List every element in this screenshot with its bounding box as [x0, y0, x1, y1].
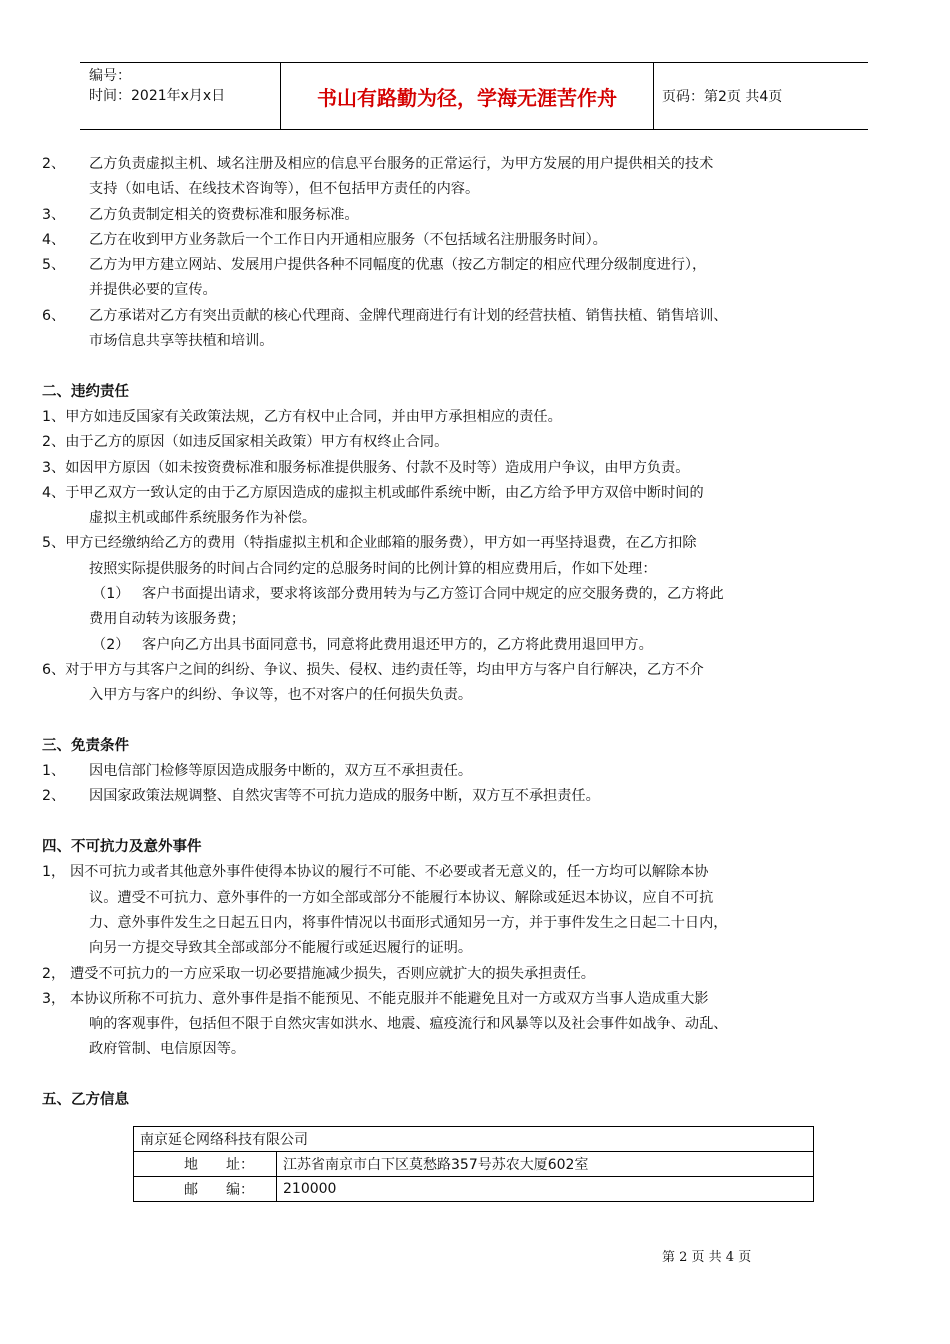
- list-item: 4、于甲乙双方一致认定的由于乙方原因造成的虚拟主机或邮件系统中断，由乙方给予甲方双倍中断时间的: [42, 484, 704, 501]
- list-item: 1、 因电信部门检修等原因造成服务中断的，双方互不承担责任。: [42, 763, 473, 780]
- list-item: 1， 因不可抗力或者其他意外事件使得本协议的履行不可能、不必要或者无意义的，任一方均可以解除本协: [42, 864, 709, 881]
- list-item-continuation: 市场信息共享等扶植和培训。: [89, 333, 274, 350]
- sub-item: （1） 客户书面提出请求，要求将该部分费用转为与乙方签订合同中规定的应交服务费的，乙方将此: [92, 586, 724, 603]
- list-item-continuation: 按照实际提供服务的时间占合同约定的总服务时间的比例计算的相应费用后，作如下处理：: [89, 560, 657, 577]
- list-item-continuation: 并提供必要的宣传。: [89, 282, 217, 299]
- list-item-continuation: 力、意外事件发生之日起五日内，将事件情况以书面形式通知另一方，并于事件发生之日起二十日内，: [89, 914, 728, 931]
- list-item-continuation: 向另一方提交导致其全部或部分不能履行或延迟履行的证明。: [89, 940, 473, 957]
- document-time: 时间：2021年x月x日: [89, 88, 226, 104]
- list-item-continuation: 支持（如电话、在线技术咨询等），但不包括甲方责任的内容。: [89, 181, 480, 198]
- document-body: [42, 152, 922, 1113]
- header-meta: [80, 63, 280, 129]
- postcode-label: 邮 编：: [134, 1177, 277, 1202]
- list-item: 4、 乙方在收到甲方业务款后一个工作日内开通相应服务（不包括域名注册服务时间）。: [42, 231, 607, 248]
- table-row: [134, 1177, 814, 1202]
- sub-item: （2） 客户向乙方出具书面同意书，同意将此费用退还甲方的，乙方将此费用退回甲方。: [92, 636, 653, 653]
- postcode-value: 210000: [277, 1177, 814, 1202]
- address-value: 江苏省南京市白下区莫愁路357号苏农大厦602室: [277, 1152, 814, 1177]
- header-motto: 书山有路勤为径，学海无涯苦作舟: [280, 63, 654, 129]
- list-item: 3、 乙方负责制定相关的资费标准和服务标准。: [42, 206, 359, 223]
- page-header: [80, 62, 868, 130]
- list-item-continuation: 入甲方与客户的纠纷、争议等，也不对客户的任何损失负责。: [89, 687, 473, 704]
- page-footer: 第 2 页 共 4 页: [662, 1250, 752, 1265]
- list-item: 2， 遭受不可抗力的一方应采取一切必要措施减少损失，否则应就扩大的损失承担责任。: [42, 965, 595, 982]
- list-item: 6、对于甲方与其客户之间的纠纷、争议、损失、侵权、违约责任等，均由甲方与客户自行解决，乙方不介: [42, 661, 704, 678]
- list-item: 6、 乙方承诺对乙方有突出贡献的核心代理商、金牌代理商进行有计划的经营扶植、销售扶植、销售培训、: [42, 307, 728, 324]
- list-item-continuation: 虚拟主机或邮件系统服务作为补偿。: [89, 510, 317, 527]
- address-label: 地 址：: [134, 1152, 277, 1177]
- list-item-continuation: 议。遭受不可抗力、意外事件的一方如全部或部分不能履行本协议、解除或延迟本协议，应自不可抗: [89, 889, 714, 906]
- section-heading: 五、乙方信息: [42, 1091, 129, 1108]
- list-item: 2、 因国家政策法规调整、自然灾害等不可抗力造成的服务中断，双方互不承担责任。: [42, 788, 600, 805]
- list-item: 5、甲方已经缴纳给乙方的费用（特指虚拟主机和企业邮箱的服务费），甲方如一再坚持退费，在乙方扣除: [42, 535, 697, 552]
- list-item: 3， 本协议所称不可抗力、意外事件是指不能预见、不能克服并不能避免且对一方或双方当事人造成重大影: [42, 990, 709, 1007]
- header-page-code: 页码：第2页 共4页: [662, 89, 783, 105]
- section-heading: 四、不可抗力及意外事件: [42, 839, 202, 856]
- party-b-info-table: [133, 1126, 814, 1202]
- document-number-label: 编号：: [89, 68, 131, 84]
- list-item-continuation: 响的客观事件，包括但不限于自然灾害如洪水、地震、瘟疫流行和风暴等以及社会事件如战争、动乱、: [89, 1016, 728, 1033]
- list-item: 3、如因甲方原因（如未按资费标准和服务标准提供服务、付款不及时等）造成用户争议，由甲方负责。: [42, 459, 690, 476]
- company-name: 南京延仑网络科技有限公司: [134, 1127, 814, 1152]
- list-item: 2、 乙方负责虚拟主机、域名注册及相应的信息平台服务的正常运行，为甲方发展的用户提供相关的技术: [42, 156, 714, 172]
- section-heading: 二、违约责任: [42, 383, 129, 400]
- list-item: 2、由于乙方的原因（如违反国家相关政策）甲方有权终止合同。: [42, 434, 449, 451]
- table-row: [134, 1127, 814, 1152]
- list-item: 5、 乙方为甲方建立网站、发展用户提供各种不同幅度的优惠（按乙方制定的相应代理分级制度进行），: [42, 257, 707, 274]
- sub-item-continuation: 费用自动转为该服务费；: [89, 611, 246, 628]
- list-item: 1、甲方如违反国家有关政策法规，乙方有权中止合同，并由甲方承担相应的责任。: [42, 408, 562, 425]
- list-item-continuation: 政府管制、电信原因等。: [89, 1041, 246, 1058]
- section-heading: 三、免责条件: [42, 737, 129, 754]
- table-row: [134, 1152, 814, 1177]
